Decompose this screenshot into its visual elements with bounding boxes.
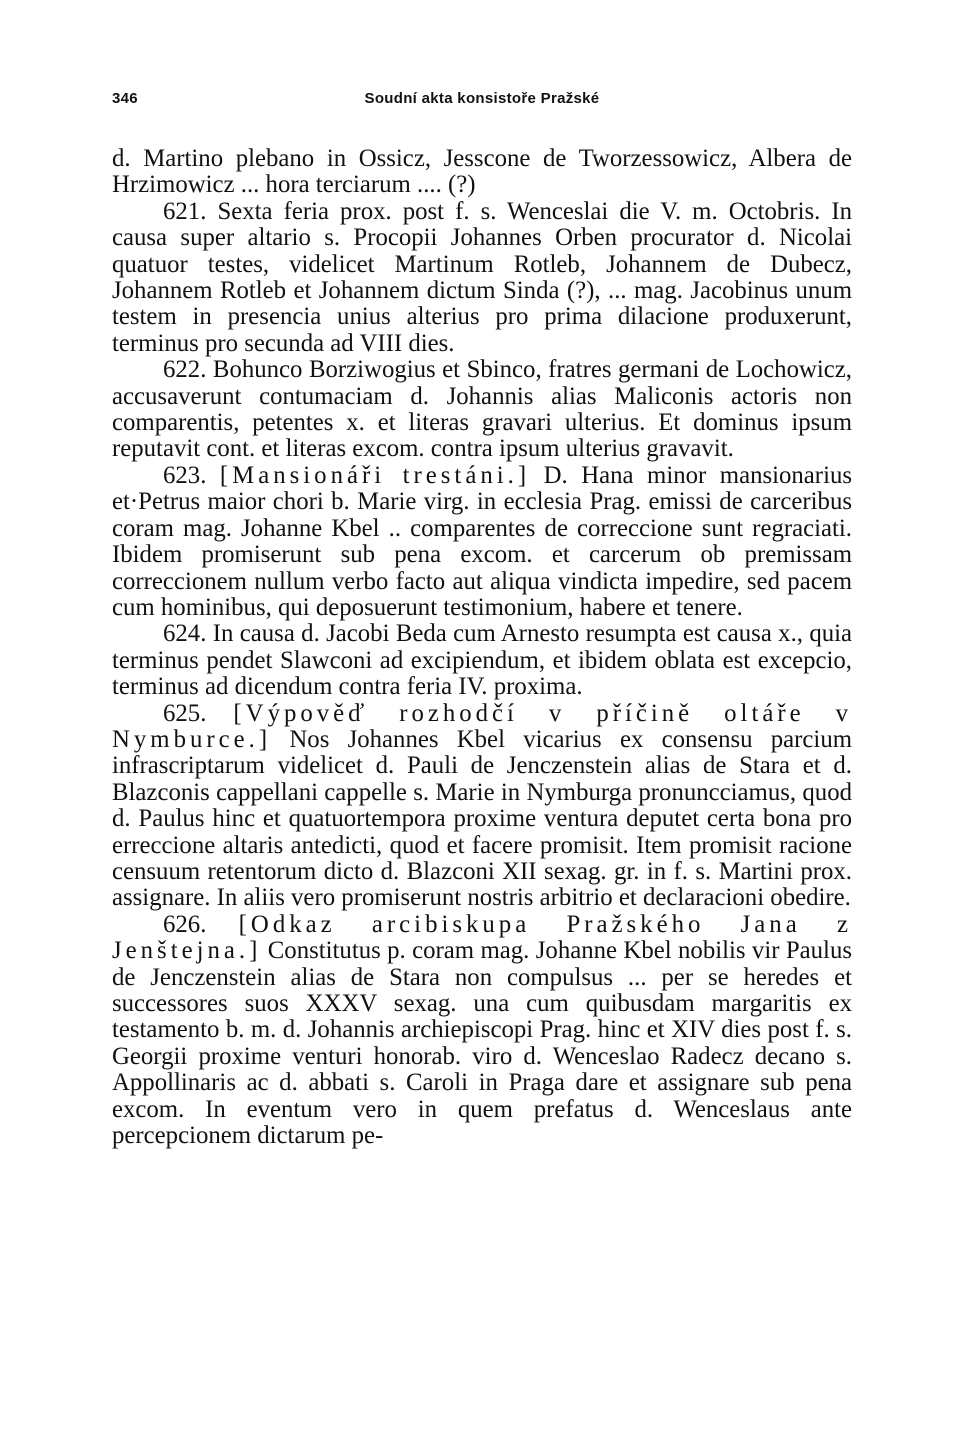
page-number: 346 [112,90,138,107]
entry-625 [112,701,852,912]
body-text [112,146,852,1149]
entry-heading: [Výpověď rozhodčí v příčině oltáře v Nymburce.] [112,699,852,753]
entry-number: 621. [163,197,207,225]
entry-621 [112,199,852,357]
entry-text: Constitutus p. coram mag. Johanne Kbel nobilis vir Paulus de Jenczenstein alias de Stara non compulsus ... per se heredes et successores suos XXXV sexag. una cum quibusdam margaritis ex testamento b. m. d. Johannis archiepiscopi Prag. hinc et XIV dies post f. s. Georgii proxime venturi honorab. viro d. Wenceslao Radecz decano s. Appollinaris ac d. abbati s. Caroli in Praga dare et assignare sub pena excom. In eventum vero in quem prefatus d. Wenceslaus ante percepcionem dictarum pe- [112,937,852,1150]
entry-number: 624. [163,620,207,648]
entry-text: D. Hana minor mansionarius et·Petrus maior chori b. Marie virg. in ecclesia Prag. emissi de carceribus coram mag. Johanne Kbel .. comparentes de correccione sunt regraciati. Ibidem promiserunt sub pena excom. et carcerum ob premissam correccionem nullum verbo facto aut aliqua vindicta impedire, sed pacem cum hominibus, qui deposuerunt testimonium, habere et tenere. [112,461,853,621]
continuation-paragraph [112,146,852,199]
entry-text: Bohunco Borziwogius et Sbinco, fratres germani de Lochowicz, accusaverunt contumaciam d. Johannis alias Maliconis actoris non comparentis, petentes x. et literas gravari ulterius. Et dominus ipsum reputavit cont. et literas excom. contra ipsum ulterius gravavit. [112,356,852,463]
entry-624 [112,621,852,700]
entry-text: Sexta feria prox. post f. s. Wenceslai die V. m. Octobris. In causa super altario s. Procopii Johannes Orben procurator d. Nicolai quatuor testes, videlicet Martinum Rotleb, Johannem de Dubecz, Johannem Rotleb et Johannem dictum Sinda (?), ... mag. Jacobinus unum testem in presencia unius alterius pro prima dilacione produxerunt, terminus pro secunda ad VIII dies. [112,197,853,357]
running-title: Soudní akta konsistoře Pražské [364,90,600,107]
entry-heading: [Odkaz arcibiskupa Pražského Jana z Jenštejna.] [112,910,852,965]
entry-text: In causa d. Jacobi Beda cum Arnesto resumpta est causa x., quia terminus pendet Slawconi ad excipiendum, et ibidem oblata est excepcio, terminus ad dicendum contra feria IV. proxima. [112,620,853,701]
entry-number: 625. [163,699,207,727]
entry-623 [112,463,852,621]
entry-number: 622. [163,356,207,384]
entry-number: 623. [163,461,207,489]
paragraph-text: d. Martino plebano in Ossicz, Jesscone de Tworzessowicz, Albera de Hrzimowicz ... hora terciarum .... (?) [112,145,852,199]
entry-626 [112,912,852,1150]
entry-text: Nos Johannes Kbel vicarius ex consensu parcium infrascriptarum videlicet d. Pauli de Jenczenstein alias de Stara et d. Blazconis cappellani cappelle s. Marie in Nymburga pronuncciamus, quod d. Paulus hinc et quatuortempora proxime ventura deputet certa bona pro erreccione altaris antedicti, quod et facere promisit. Item promisit racione censuum retentorum dicto d. Blazconi XII sexag. gr. in f. s. Martini prox. assignare. In aliis vero promiserunt nostris arbitrio et declaracioni obedire. [112,725,853,912]
entry-622 [112,357,852,463]
book-page [112,90,852,1149]
running-header [112,90,852,114]
entry-heading: [Mansionáři trestáni.] [219,461,531,489]
entry-number: 626. [163,910,207,938]
